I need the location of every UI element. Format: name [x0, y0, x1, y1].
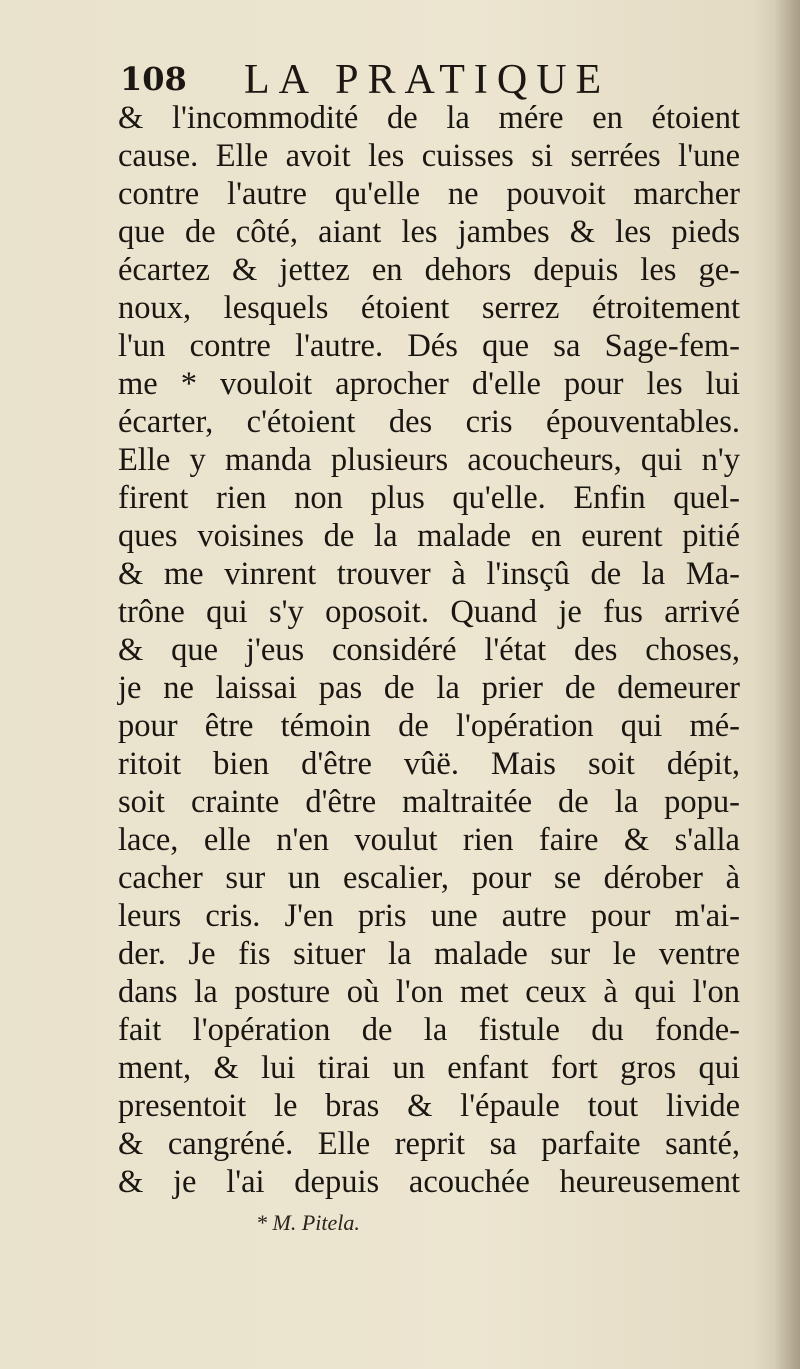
text-line: dans la posture où l'on met ceux à qui l'on	[118, 974, 740, 1010]
text-line: ques voisines de la malade en eurent pitié	[118, 518, 740, 554]
page-number: 108	[120, 60, 187, 98]
text-line: presentoit le bras & l'épaule tout livide	[118, 1088, 740, 1124]
text-line: lace, elle n'en voulut rien faire & s'alla	[118, 822, 740, 858]
text-line: Elle y manda plusieurs acoucheurs, qui n'y	[118, 442, 740, 478]
text-line: ritoit bien d'être vûë. Mais soit dépit,	[118, 746, 740, 782]
text-line: contre l'autre qu'elle ne pouvoit marcher	[118, 176, 740, 212]
text-line: ment, & lui tirai un enfant fort gros qui	[118, 1050, 740, 1086]
running-head: LA PRATIQUE	[244, 57, 611, 103]
page-gutter-shadow	[774, 0, 800, 1369]
text-line: que de côté, aiant les jambes & les pieds	[118, 214, 740, 250]
text-line: soit crainte d'être maltraitée de la popu-	[118, 784, 740, 820]
body-text	[118, 99, 740, 1201]
footnote: * M. Pitela.	[256, 1210, 360, 1235]
text-line: trône qui s'y oposoit. Quand je fus arrivé	[118, 594, 740, 630]
text-line: firent rien non plus qu'elle. Enfin quel-	[118, 480, 740, 516]
text-line: & l'incommodité de la mére en étoient	[118, 100, 740, 136]
text-line: l'un contre l'autre. Dés que sa Sage-fem-	[118, 328, 740, 364]
text-line: leurs cris. J'en pris une autre pour m'ai-	[118, 898, 740, 934]
text-line: écartez & jettez en dehors depuis les ge-	[118, 252, 740, 288]
text-line: & que j'eus considéré l'état des choses,	[118, 632, 740, 668]
text-line: noux, lesquels étoient serrez étroitement	[118, 290, 740, 326]
text-line: cause. Elle avoit les cuisses si serrées l'une	[118, 138, 740, 174]
text-line: der. Je fis situer la malade sur le ventre	[118, 936, 740, 972]
text-line: écarter, c'étoient des cris épouventables.	[118, 404, 740, 440]
text-line: cacher sur un escalier, pour se dérober à	[118, 860, 740, 896]
text-line: pour être témoin de l'opération qui mé-	[118, 708, 740, 744]
text-line: & cangréné. Elle reprit sa parfaite santé,	[118, 1126, 740, 1162]
text-line: & je l'ai depuis acouchée heureusement	[118, 1164, 740, 1200]
text-line: fait l'opération de la fistule du fonde-	[118, 1012, 740, 1048]
text-line: je ne laissai pas de la prier de demeurer	[118, 670, 740, 706]
text-line: & me vinrent trouver à l'insçû de la Ma-	[118, 556, 740, 592]
text-line: me * vouloit aprocher d'elle pour les lui	[118, 366, 740, 402]
